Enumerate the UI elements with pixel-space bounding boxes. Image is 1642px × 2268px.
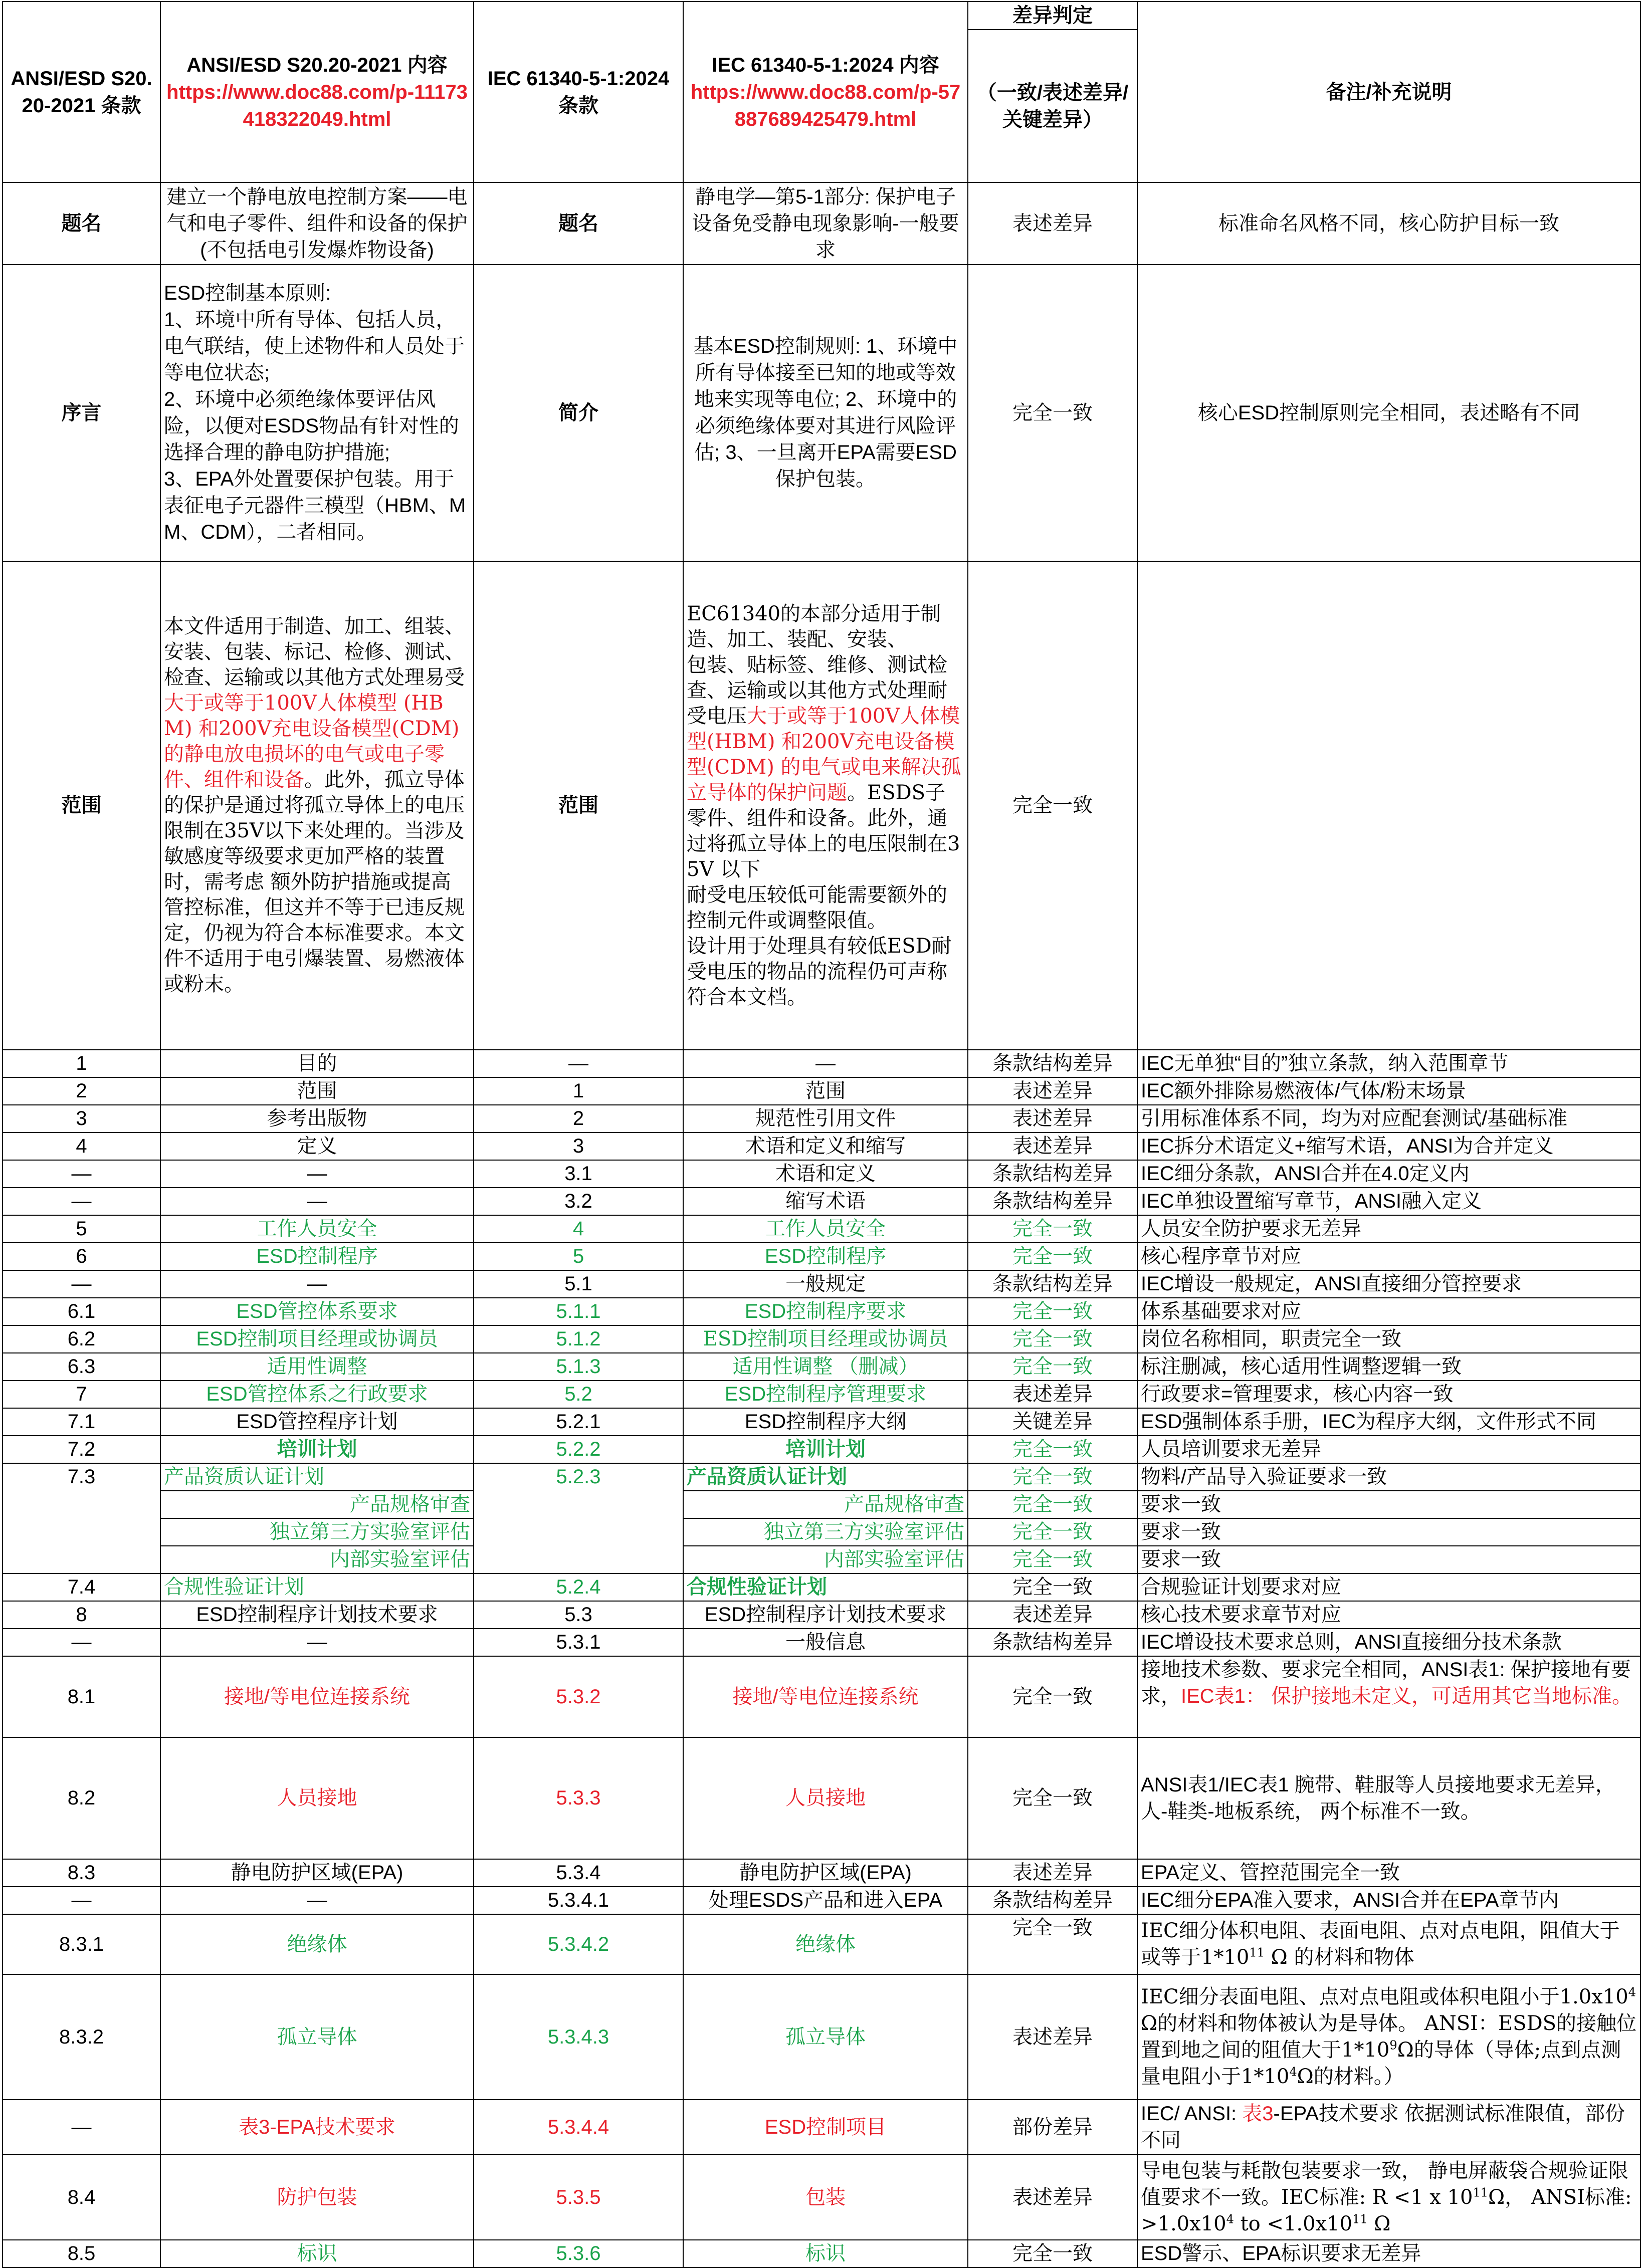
cell-ansi-content: — [160,1270,474,1298]
table-row [3,2100,1640,2155]
table-row [3,2240,1640,2267]
cell-remarks: IEC额外排除易燃液体/气体/粉末场景 [1137,1077,1640,1105]
cell-ansi-content: 防护包装 [160,2155,474,2240]
cell-iec-content: 合规性验证计划 [683,1573,968,1601]
cell-diff: 完全一致 [968,2240,1137,2267]
cell-iec-content: 工作人员安全 [683,1215,968,1243]
cell-iec-content [683,561,968,1050]
cell-ansi-content: ESD控制基本原则: 1、环境中所有导体、包括人员，电气联结，使上述物件和人员处于等电位状态; 2、环境中必须绝缘体要评估风险，以便对ESDS物品有针对性的选择合理的静电防护措施; 3、EPA外处置要保护包装。用于表征电子元器件三模型（HBM、MM、CDM），二者相同。 [160,265,474,561]
cell-remarks: 行政要求=管理要求，核心内容一致 [1137,1381,1640,1408]
cell-remarks: EPA定义、管控范围完全一致 [1137,1859,1640,1887]
cell-remarks: 要求一致 [1137,1518,1640,1546]
cell-remarks: IEC无单独“目的”独立条款，纳入范围章节 [1137,1050,1640,1077]
cell-iec-clause: 5.3.4.1 [474,1887,683,1914]
cell-iec-content: 绝缘体 [683,1914,968,1974]
cell-diff: 完全一致 [968,1737,1137,1859]
cell-iec-content: 基本ESD控制规则: 1、环境中所有导体接至已知的地或等效地来实现等电位; 2、环境中的必须绝缘体要对其进行风险评估; 3、一旦离开EPA需要ESD保护包装。 [683,265,968,561]
cell-iec-content: 处理ESDS产品和进入EPA [683,1887,968,1914]
table-row [3,1215,1640,1243]
cell-diff: 完全一致 [968,1243,1137,1270]
remark-text-red: IEC表1： 保护接地未定义，可适用其它当地标准。 [1181,1685,1632,1707]
cell-diff: 完全一致 [968,1215,1137,1243]
cell-ansi-clause: — [3,2100,160,2155]
table-row [3,1243,1640,1270]
cell-diff: 表述差异 [968,1077,1137,1105]
table-row [3,1105,1640,1132]
cell-diff: 表述差异 [968,2155,1137,2240]
cell-ansi-content: 建立一个静电放电控制方案——电气和电子零件、组件和设备的保护(不包括电引发爆炸物设备) [160,182,474,265]
table-row [3,1298,1640,1325]
cell-iec-clause: 5.1 [474,1270,683,1298]
cell-iec-clause: 5.2.1 [474,1408,683,1436]
cell-ansi-clause: 8.5 [3,2240,160,2267]
cell-ansi-clause: 8.3.1 [3,1914,160,1974]
cell-diff: 条款结构差异 [968,1188,1137,1215]
cell-ansi-content: — [160,1629,474,1656]
cell-ansi-clause: — [3,1629,160,1656]
cell-ansi-content: 产品资质认证计划 [160,1463,474,1491]
cell-ansi-content: 适用性调整 [160,1353,474,1381]
cell-ansi-content: 培训计划 [160,1436,474,1463]
scope-ansi-text-red: 大于或等于100V人体模型 (HBM) 和200V充电设备模型(CDM) 的静电放电损坏的电气或电子零件、组件和设备 [164,692,460,791]
header-iec-link[interactable]: https://www.doc88.com/p-57887689425479.html [690,81,961,130]
cell-diff: 条款结构差异 [968,1887,1137,1914]
cell-ansi-clause: 6.3 [3,1353,160,1381]
table-row [3,1408,1640,1436]
cell-ansi-content: 孤立导体 [160,1974,474,2100]
cell-iec-content: 产品资质认证计划 [683,1463,968,1491]
cell-remarks: ESD警示、EPA标识要求无差异 [1137,2240,1640,2267]
comparison-table [2,1,1641,2268]
table-row [3,1601,1640,1629]
table-row [3,1050,1640,1077]
cell-ansi-content: 独立第三方实验室评估 [160,1518,474,1546]
cell-ansi-clause: 8.1 [3,1656,160,1737]
cell-remarks: 人员培训要求无差异 [1137,1436,1640,1463]
cell-ansi-clause: 5 [3,1215,160,1243]
row-scope [3,561,1640,1050]
cell-ansi-content: 工作人员安全 [160,1215,474,1243]
cell-ansi-clause: 6.2 [3,1325,160,1353]
cell-diff: 条款结构差异 [968,1050,1137,1077]
cell-remarks: 要求一致 [1137,1491,1640,1518]
table-row [3,1353,1640,1381]
cell-iec-content: 包装 [683,2155,968,2240]
cell-ansi-content: — [160,1887,474,1914]
cell-iec-content: ESD控制程序计划技术要求 [683,1601,968,1629]
cell-diff: 完全一致 [968,1436,1137,1463]
cell-ansi-content [160,561,474,1050]
cell-iec-content: 静电防护区域(EPA) [683,1859,968,1887]
cell-remarks: IEC细分EPA准入要求，ANSI合并在EPA章节内 [1137,1887,1640,1914]
cell-iec-content: 人员接地 [683,1737,968,1859]
cell-remarks: 合规验证计划要求对应 [1137,1573,1640,1601]
cell-iec-clause: 5.3 [474,1601,683,1629]
cell-iec-clause: 5.3.5 [474,2155,683,2240]
remark-text: -EPA技术要求 依据测试标准限值，部份不同 [1141,2103,1625,2151]
cell-ansi-clause: 题名 [3,182,160,265]
scope-iec-text-b: 。ESDS子零件、组件和设备。此外，通过将孤立导体上的电压限制在35V 以下 耐受电压较低可能需要额外的控制元件或调整限值。 设计用于处理具有较低ESD耐受电压的物品的流程仍可声称符合本文档。 [687,781,960,1009]
cell-ansi-content: ESD控制程序计划技术要求 [160,1601,474,1629]
header-ansi-content-title: ANSI/ESD S20.20-2021 内容 [186,54,448,76]
cell-remarks: IEC增设技术要求总则，ANSI直接细分技术条款 [1137,1629,1640,1656]
table-row [3,1887,1640,1914]
cell-diff: 完全一致 [968,1463,1137,1491]
remark-text-red: 表3 [1242,2103,1274,2125]
cell-ansi-clause: 1 [3,1050,160,1077]
cell-diff: 条款结构差异 [968,1629,1137,1656]
cell-ansi-clause: 8.4 [3,2155,160,2240]
table-row [3,1859,1640,1887]
header-remarks: 备注/补充说明 [1137,2,1640,182]
cell-remarks [1137,1656,1640,1737]
cell-iec-clause: 5.2.3 [474,1463,683,1573]
table-row [3,1629,1640,1656]
cell-ansi-clause: 7.3 [3,1463,160,1573]
cell-iec-clause: 5.3.6 [474,2240,683,2267]
cell-diff: 完全一致 [968,1298,1137,1325]
cell-iec-clause: 5.2.4 [474,1573,683,1601]
table-row [3,1737,1640,1859]
cell-ansi-clause: 7.2 [3,1436,160,1463]
table-row [3,1914,1640,1974]
table-row [3,1325,1640,1353]
cell-diff: 完全一致 [968,1546,1137,1573]
cell-diff: 表述差异 [968,1974,1137,2100]
cell-ansi-content: 合规性验证计划 [160,1573,474,1601]
cell-ansi-clause: 6 [3,1243,160,1270]
remark-text: 接地技术参数、要求完全相同，ANSI表1: 保护接地有要求， [1141,1659,1631,1707]
cell-iec-content: 范围 [683,1077,968,1105]
cell-iec-content: ESD控制程序 [683,1243,968,1270]
cell-iec-clause: 5.3.4.3 [474,1974,683,2100]
cell-remarks [1137,561,1640,1050]
cell-iec-content: 规范性引用文件 [683,1105,968,1132]
table-row [3,1270,1640,1298]
table-row [3,2155,1640,2240]
cell-remarks: 核心技术要求章节对应 [1137,1601,1640,1629]
cell-ansi-clause: 2 [3,1077,160,1105]
cell-remarks: 标注删减，核心适用性调整逻辑一致 [1137,1353,1640,1381]
cell-diff: 部份差异 [968,2100,1137,2155]
cell-remarks: IEC细分体积电阻、表面电阻、点对点电阻，阻值大于或等于$1*10^{11}$ Ω 的材料和物体 [1137,1914,1640,1974]
cell-ansi-clause: 8.2 [3,1737,160,1859]
cell-remarks: 核心ESD控制原则完全相同，表述略有不同 [1137,265,1640,561]
cell-iec-clause: 4 [474,1215,683,1243]
cell-diff: 完全一致 [968,1491,1137,1518]
cell-iec-content: ESD控制项目经理或协调员 [683,1325,968,1353]
cell-iec-content: — [683,1050,968,1077]
cell-iec-content: 静电学—第5-1部分: 保护电子设备免受静电现象影响-一般要求 [683,182,968,265]
cell-diff: 条款结构差异 [968,1160,1137,1188]
cell-remarks: 要求一致 [1137,1546,1640,1573]
cell-ansi-content: 目的 [160,1050,474,1077]
cell-diff: 表述差异 [968,1381,1137,1408]
cell-remarks: ESD强制体系手册，IEC为程序大纲，文件形式不同 [1137,1408,1640,1436]
cell-iec-content: 一般信息 [683,1629,968,1656]
cell-iec-clause: 5.1.2 [474,1325,683,1353]
cell-iec-clause: 5 [474,1243,683,1270]
table-row [3,1077,1640,1105]
cell-diff: 完全一致 [968,1353,1137,1381]
cell-ansi-content: 范围 [160,1077,474,1105]
cell-iec-content: 培训计划 [683,1436,968,1463]
cell-iec-clause: 5.3.4.2 [474,1914,683,1974]
cell-remarks [1137,2100,1640,2155]
cell-ansi-content: ESD控制项目经理或协调员 [160,1325,474,1353]
scope-ansi-text-b: 。此外，孤立导体的保护是通过将孤立导体上的电压限制在35V以下来处理的。当涉及敏感度等级要求更加严格的装置时，需考虑 额外防护措施或提高管控标准，但这并不等于已违反规定，仍视为符合本标准要求。本文件不适用于电引爆装置、易燃液体或粉末。 [164,768,465,996]
cell-ansi-content: 人员接地 [160,1737,474,1859]
cell-remarks: 导电包装与耗散包装要求一致， 静电屏蔽袋合规验证限值要求不一致。IEC标准: R <1 x $10^{11}\Omega$， ANSI标准: $>1.0x10^4$ to $<1.0x10^{11}$ Ω [1137,2155,1640,2240]
cell-iec-content: 标识 [683,2240,968,2267]
cell-iec-clause: 范围 [474,561,683,1050]
cell-diff: 表述差异 [968,1601,1137,1629]
cell-remarks: IEC细分条款，ANSI合并在4.0定义内 [1137,1160,1640,1188]
cell-iec-content: ESD控制程序管理要求 [683,1381,968,1408]
cell-ansi-content: 定义 [160,1132,474,1160]
cell-diff: 表述差异 [968,182,1137,265]
cell-ansi-clause: 8.3.2 [3,1974,160,2100]
cell-iec-clause: 简介 [474,265,683,561]
header-iec-content [683,2,968,182]
cell-diff: 表述差异 [968,1132,1137,1160]
row-preface [3,265,1640,561]
cell-iec-clause: 5.2.2 [474,1436,683,1463]
cell-ansi-content: ESD管控体系之行政要求 [160,1381,474,1408]
header-diff-bottom: （一致/表述差异/关键差异） [968,30,1137,182]
cell-iec-clause: 5.1.3 [474,1353,683,1381]
cell-iec-content: ESD控制程序大纲 [683,1408,968,1436]
table-row [3,1573,1640,1601]
cell-remarks: IEC细分表面电阻、点对点电阻或体积电阻小于$1.0x10^4\Omega$的材料和物体被认为是导体。 ANSI：ESDS的接触位置到地之间的阻值大于$1*10^9\Omega$的导体（导体;点到点测量电阻小于$1*10^4\Omega$的材料。） [1137,1974,1640,2100]
cell-ansi-content: ESD管控程序计划 [160,1408,474,1436]
cell-diff: 关键差异 [968,1408,1137,1436]
cell-ansi-clause: 7.4 [3,1573,160,1601]
cell-remarks: IEC增设一般规定，ANSI直接细分管控要求 [1137,1270,1640,1298]
cell-diff: 完全一致 [968,561,1137,1050]
cell-ansi-clause: — [3,1160,160,1188]
table-row [3,1656,1640,1737]
cell-iec-clause: 5.3.1 [474,1629,683,1656]
cell-iec-content: 适用性调整 （删减） [683,1353,968,1381]
cell-ansi-clause: — [3,1188,160,1215]
cell-diff: 表述差异 [968,1859,1137,1887]
cell-iec-content: 接地/等电位连接系统 [683,1656,968,1737]
table-row [3,1463,1640,1491]
cell-iec-content: 产品规格审查 [683,1491,968,1518]
cell-remarks: 物料/产品导入验证要求一致 [1137,1463,1640,1491]
remark-text: IEC/ ANSI: [1141,2103,1243,2125]
cell-iec-content: 缩写术语 [683,1188,968,1215]
table-row [3,1436,1640,1463]
cell-ansi-content: 表3-EPA技术要求 [160,2100,474,2155]
cell-remarks: 标准命名风格不同，核心防护目标一致 [1137,182,1640,265]
cell-ansi-content: — [160,1188,474,1215]
cell-remarks: 引用标准体系不同，均为对应配套测试/基础标准 [1137,1105,1640,1132]
cell-ansi-content: 内部实验室评估 [160,1546,474,1573]
cell-diff: 完全一致 [968,1325,1137,1353]
cell-ansi-content: — [160,1160,474,1188]
cell-remarks: ANSI表1/IEC表1 腕带、鞋服等人员接地要求无差异， 人-鞋类-地板系统， 两个标准不一致。 [1137,1737,1640,1859]
cell-iec-clause: 3.2 [474,1188,683,1215]
cell-ansi-clause: 7 [3,1381,160,1408]
cell-diff: 表述差异 [968,1105,1137,1132]
header-ansi-clause: ANSI/ESD S20.20-2021 条款 [3,2,160,182]
cell-ansi-clause: 4 [3,1132,160,1160]
cell-ansi-clause: — [3,1887,160,1914]
cell-iec-content: 内部实验室评估 [683,1546,968,1573]
cell-iec-clause: 1 [474,1077,683,1105]
cell-iec-clause: 2 [474,1105,683,1132]
cell-iec-content: ESD控制项目 [683,2100,968,2155]
cell-iec-clause: 3 [474,1132,683,1160]
cell-iec-clause: 5.3.3 [474,1737,683,1859]
table-row [3,1132,1640,1160]
scope-ansi-text-a: 本文件适用于制造、加工、组装、安装、包装、标记、检修、测试、检查、运输或以其他方式处理易受 [164,615,465,689]
cell-ansi-clause: 序言 [3,265,160,561]
cell-iec-content: 一般规定 [683,1270,968,1298]
cell-iec-content: 独立第三方实验室评估 [683,1518,968,1546]
table-row [3,1160,1640,1188]
cell-iec-clause: 3.1 [474,1160,683,1188]
table-row [3,1188,1640,1215]
cell-remarks: IEC拆分术语定义+缩写术语，ANSI为合并定义 [1137,1132,1640,1160]
table-row-sub [3,1546,1640,1573]
header-iec-content-title: IEC 61340-5-1:2024 内容 [712,54,939,76]
cell-iec-clause: 5.3.4 [474,1859,683,1887]
header-diff-top: 差异判定 [968,2,1137,30]
cell-iec-content: 术语和定义 [683,1160,968,1188]
scope-iec-text-a: EC61340的本部分适用于制造、加工、装配、安装、 包装、贴标签、维修、测试检查、运输或以其他方式处理耐受电压 [687,602,947,728]
cell-diff: 完全一致 [968,1914,1137,1974]
cell-ansi-clause: 8 [3,1601,160,1629]
cell-remarks: 核心程序章节对应 [1137,1243,1640,1270]
header-ansi-link[interactable]: https://www.doc88.com/p-11173418322049.html [166,81,468,130]
cell-iec-clause: 5.1.1 [474,1298,683,1325]
cell-iec-content: ESD控制程序要求 [683,1298,968,1325]
cell-iec-clause: 5.3.4.4 [474,2100,683,2155]
cell-ansi-content: 产品规格审查 [160,1491,474,1518]
cell-diff: 完全一致 [968,265,1137,561]
cell-remarks: 体系基础要求对应 [1137,1298,1640,1325]
cell-ansi-clause: 6.1 [3,1298,160,1325]
cell-iec-clause: 题名 [474,182,683,265]
scope-iec-text-red: 大于或等于100V人体模型(HBM) 和200V充电设备模型(CDM) 的电气或电来解决孤立导体的保护问题 [687,704,961,804]
cell-iec-content: 术语和定义和缩写 [683,1132,968,1160]
cell-iec-clause: — [474,1050,683,1077]
cell-ansi-content: ESD控制程序 [160,1243,474,1270]
cell-remarks: 人员安全防护要求无差异 [1137,1215,1640,1243]
row-title [3,182,1640,265]
table-row-sub [3,1491,1640,1518]
cell-ansi-clause: 8.3 [3,1859,160,1887]
cell-ansi-clause: — [3,1270,160,1298]
cell-ansi-content: ESD管控体系要求 [160,1298,474,1325]
header-row-1 [3,2,1640,30]
cell-diff: 完全一致 [968,1518,1137,1546]
header-iec-clause: IEC 61340-5-1:2024 条款 [474,2,683,182]
cell-iec-clause: 5.2 [474,1381,683,1408]
table-row-sub [3,1518,1640,1546]
cell-remarks: 岗位名称相同，职责完全一致 [1137,1325,1640,1353]
cell-iec-content: 孤立导体 [683,1974,968,2100]
cell-ansi-content: 标识 [160,2240,474,2267]
cell-iec-clause: 5.3.2 [474,1656,683,1737]
cell-diff: 完全一致 [968,1573,1137,1601]
table-row [3,1974,1640,2100]
cell-ansi-content: 静电防护区域(EPA) [160,1859,474,1887]
header-ansi-content [160,2,474,182]
table-row [3,1381,1640,1408]
cell-diff: 完全一致 [968,1656,1137,1737]
cell-ansi-clause: 范围 [3,561,160,1050]
cell-ansi-content: 接地/等电位连接系统 [160,1656,474,1737]
cell-ansi-clause: 3 [3,1105,160,1132]
cell-ansi-clause: 7.1 [3,1408,160,1436]
cell-remarks: IEC单独设置缩写章节，ANSI融入定义 [1137,1188,1640,1215]
cell-ansi-content: 绝缘体 [160,1914,474,1974]
cell-ansi-content: 参考出版物 [160,1105,474,1132]
cell-diff: 条款结构差异 [968,1270,1137,1298]
